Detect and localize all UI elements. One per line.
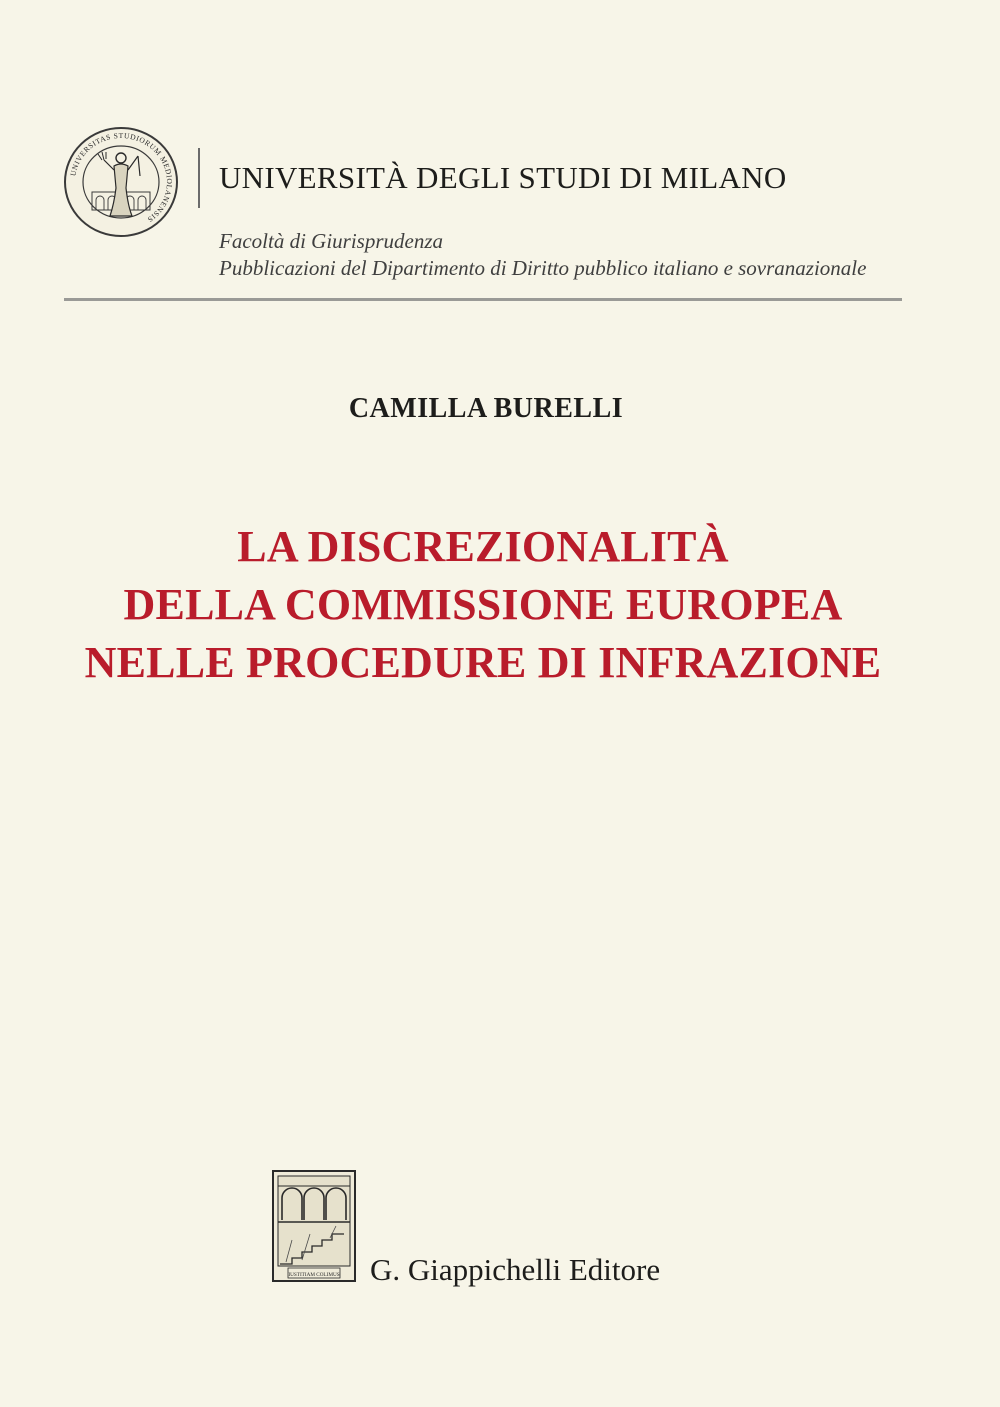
header-divider: [198, 148, 200, 208]
book-title-line-3: NELLE PROCEDURE DI INFRAZIONE: [84, 638, 882, 687]
header-rule: [64, 298, 902, 301]
university-name: UNIVERSITÀ DEGLI STUDI DI MILANO: [219, 160, 787, 195]
faculty-name: Facoltà di Giurisprudenza: [219, 229, 443, 253]
svg-text:IUSTITIAM COLIMUS: IUSTITIAM COLIMUS: [288, 1272, 340, 1278]
publisher-name: G. Giappichelli Editore: [370, 1252, 661, 1287]
book-title-line-1: LA DISCREZIONALITÀ: [237, 522, 729, 571]
university-seal-icon: [62, 126, 180, 238]
publisher-arcade-logo-icon: [272, 1170, 356, 1282]
author-name: CAMILLA BURELLI: [348, 393, 624, 424]
svg-text:UNIVERSITAS STUDIORUM MEDIOLAN: UNIVERSITAS STUDIORUM MEDIOLANENSIS: [68, 130, 175, 225]
department-series: Pubblicazioni del Dipartimento di Diritto pubblico italiano e sovranazionale: [219, 256, 867, 280]
book-title-line-2: DELLA COMMISSIONE EUROPEA: [123, 580, 843, 629]
